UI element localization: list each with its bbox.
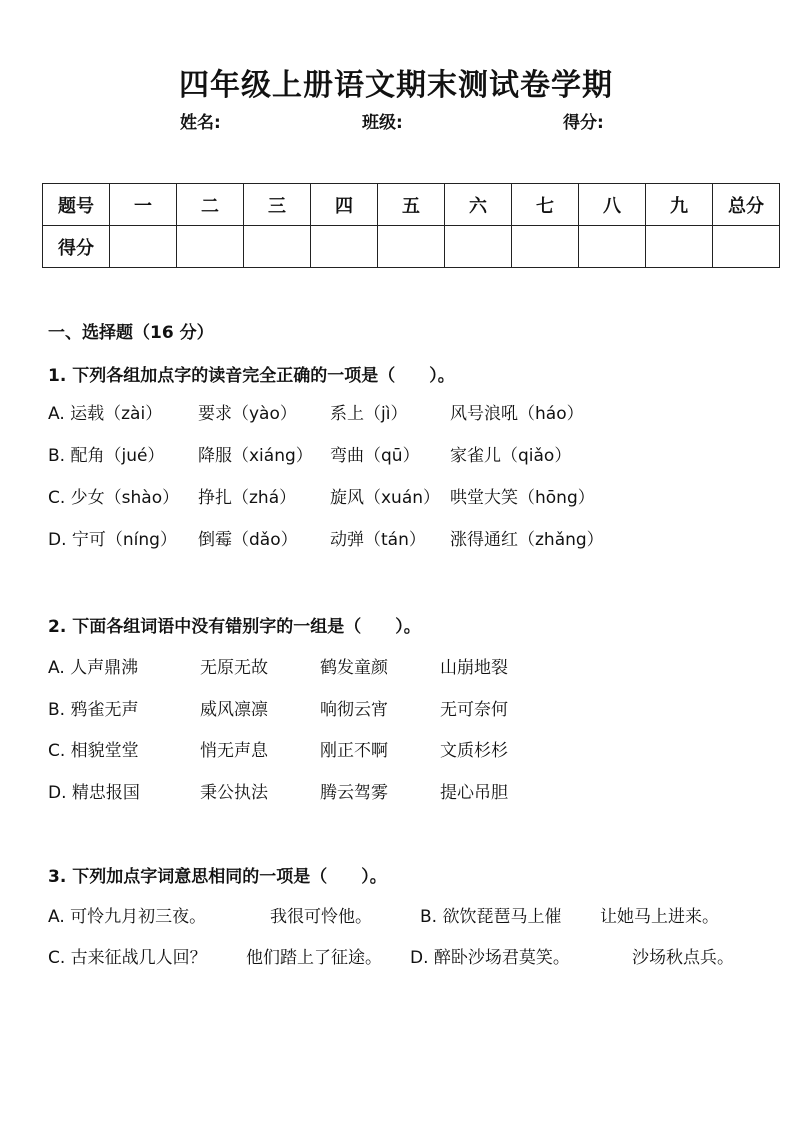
question-1-stem: 1. 下列各组加点字的读音完全正确的一项是（ ）。 [48, 366, 455, 386]
option-item: 响彻云宵 [320, 700, 388, 720]
option-item: 哄堂大笑（hōng） [450, 488, 595, 508]
score-table-header-label: 题号 [43, 184, 110, 226]
option-item: 让她马上进来。 [600, 907, 719, 927]
score-table-col: 四 [311, 184, 378, 226]
option-item: 提心吊胆 [440, 783, 508, 803]
score-cell[interactable] [646, 226, 713, 268]
score-table-col: 三 [244, 184, 311, 226]
option-item: B. 配角（jué） [48, 446, 165, 466]
score-label: 得分: [563, 113, 604, 133]
score-cell[interactable] [177, 226, 244, 268]
option-item: D. 醉卧沙场君莫笑。 [410, 948, 570, 968]
option-item: 倒霉（dǎo） [198, 530, 298, 550]
score-table-col: 二 [177, 184, 244, 226]
option-item: 刚正不啊 [320, 741, 388, 761]
option-item: A. 可怜九月初三夜。 [48, 907, 207, 927]
option-item: 弯曲（qū） [330, 446, 420, 466]
option-item: 要求（yào） [198, 404, 297, 424]
score-cell[interactable] [445, 226, 512, 268]
score-cell[interactable] [110, 226, 177, 268]
score-table-col: 五 [378, 184, 445, 226]
option-item: 山崩地裂 [440, 658, 508, 678]
option-item: 我很可怜他。 [270, 907, 372, 927]
name-label: 姓名: [180, 113, 221, 133]
question-2-stem: 2. 下面各组词语中没有错别字的一组是（ ）。 [48, 617, 421, 637]
section-heading: 一、选择题（16 分） [48, 323, 214, 343]
class-label: 班级: [362, 113, 403, 133]
option-item: C. 相貌堂堂 [48, 741, 139, 761]
score-table-col: 六 [445, 184, 512, 226]
score-table-header-row [43, 184, 780, 226]
option-item: 秉公执法 [200, 783, 268, 803]
option-item: C. 古来征战几人回？ [48, 948, 207, 968]
option-item: 无可奈何 [440, 700, 508, 720]
option-item: D. 宁可（níng） [48, 530, 177, 550]
score-cell[interactable] [311, 226, 378, 268]
page-title: 四年级上册语文期末测试卷学期 [179, 68, 613, 103]
option-item: 降服（xiáng） [198, 446, 313, 466]
option-item: D. 精忠报国 [48, 783, 140, 803]
option-item: 旋风（xuán） [330, 488, 441, 508]
option-item: 悄无声息 [200, 741, 268, 761]
score-table-col: 一 [110, 184, 177, 226]
score-table-col: 总分 [713, 184, 780, 226]
score-cell[interactable] [378, 226, 445, 268]
score-table-col: 七 [512, 184, 579, 226]
option-item: B. 鸦雀无声 [48, 700, 139, 720]
score-cell[interactable] [512, 226, 579, 268]
option-item: 涨得通红（zhǎng） [450, 530, 604, 550]
option-item: 系上（jì） [330, 404, 408, 424]
option-item: 文质杉杉 [440, 741, 508, 761]
option-item: 家雀儿（qiǎo） [450, 446, 572, 466]
option-item: 腾云驾雾 [320, 783, 388, 803]
score-table-col: 八 [579, 184, 646, 226]
score-table-score-row [43, 226, 780, 268]
score-table-row-label: 得分 [43, 226, 110, 268]
option-item: 沙场秋点兵。 [632, 948, 734, 968]
score-cell[interactable] [244, 226, 311, 268]
option-item: 风号浪吼（háo） [450, 404, 584, 424]
option-item: 挣扎（zhá） [198, 488, 297, 508]
score-cell[interactable] [713, 226, 780, 268]
question-3-stem: 3. 下列加点字词意思相同的一项是（ ）。 [48, 867, 387, 887]
option-item: 无原无故 [200, 658, 268, 678]
score-table-col: 九 [646, 184, 713, 226]
score-table [42, 183, 780, 268]
option-item: A. 人声鼎沸 [48, 658, 139, 678]
score-cell[interactable] [579, 226, 646, 268]
option-item: 威风凛凛 [200, 700, 268, 720]
option-item: 鹤发童颜 [320, 658, 388, 678]
option-item: 动弹（tán） [330, 530, 426, 550]
option-item: B. 欲饮琵琶马上催 [420, 907, 562, 927]
option-item: 他们踏上了征途。 [246, 948, 382, 968]
option-item: A. 运载（zài） [48, 404, 163, 424]
option-item: C. 少女（shào） [48, 488, 180, 508]
